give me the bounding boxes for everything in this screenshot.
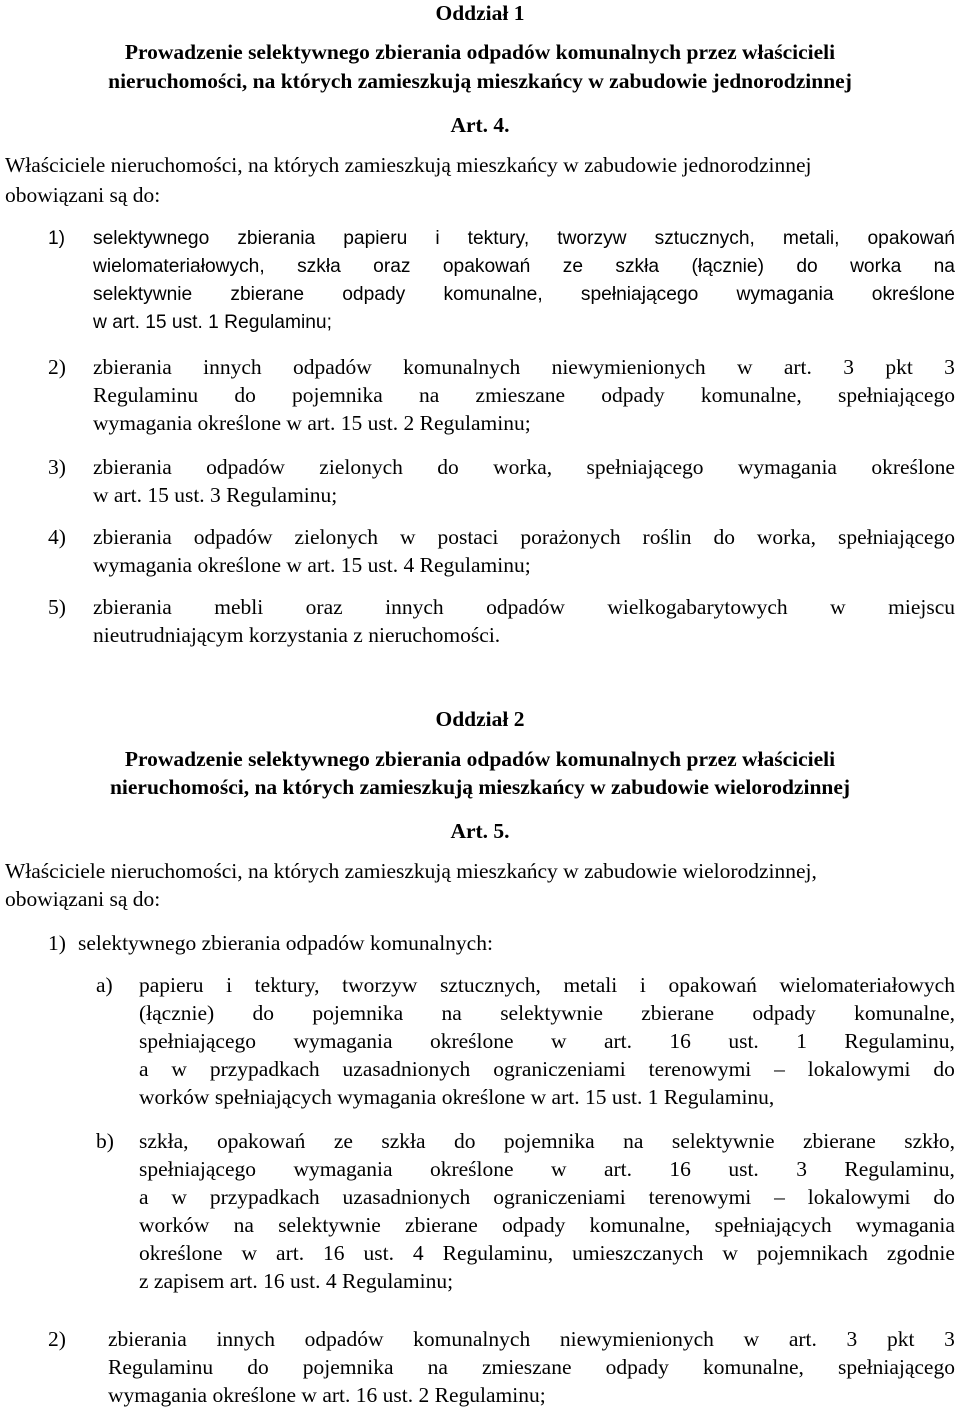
sub-item-line: spełniającego wymagania określone w art. 16 ust. 3 Regulaminu,	[139, 1157, 955, 1181]
section-title-line: Prowadzenie selektywnego zbierania odpadów komunalnych przez właścicieli	[124, 747, 836, 771]
list-item-line: wymagania określone w art. 15 ust. 4 Regulaminu;	[93, 553, 531, 577]
section-title-line: nieruchomości, na których zamieszkują mieszkańcy w zabudowie wielorodzinnej	[109, 775, 851, 799]
sub-item-line: szkła, opakowań ze szkła do pojemnika na selektywnie zbierane szkło,	[139, 1129, 955, 1153]
list-item-line: wymagania określone w art. 16 ust. 2 Regulaminu;	[108, 1383, 546, 1407]
sub-item-line: worków spełniających wymagania określone w art. 15 ust. 1 Regulaminu,	[139, 1085, 775, 1109]
article-number: Art. 4.	[450, 113, 510, 137]
sub-item-line: spełniającego wymagania określone w art. 16 ust. 1 Regulaminu,	[139, 1029, 955, 1053]
list-item-line: wymagania określone w art. 15 ust. 2 Regulaminu;	[93, 411, 531, 435]
intro-line: Właściciele nieruchomości, na których zamieszkują mieszkańcy w zabudowie jednorodzinnej	[5, 153, 812, 177]
list-item-number: 1)	[48, 931, 66, 955]
intro-line: obowiązani są do:	[5, 887, 161, 911]
list-item-line: wielomateriałowych, szkła oraz opakowań ze szkła (łącznie) do worka na	[93, 256, 955, 277]
list-item-line: w art. 15 ust. 3 Regulaminu;	[93, 483, 338, 507]
list-item-line: zbierania odpadów zielonych do worka, spełniającego wymagania określone	[93, 455, 955, 479]
sub-item-line: z zapisem art. 16 ust. 4 Regulaminu;	[139, 1269, 454, 1293]
section-heading: Oddział 1	[435, 1, 525, 25]
sub-item-line: worków na selektywnie zbierane odpady komunalne, spełniających wymagania	[139, 1213, 955, 1237]
sub-item-line: (łącznie) do pojemnika na selektywnie zbierane odpady komunalne,	[139, 1001, 955, 1025]
list-item-number: 3)	[48, 455, 66, 479]
sub-item-letter: b)	[96, 1129, 114, 1153]
sub-item-line: a w przypadkach uzasadnionych ograniczeniami terenowymi – lokalowymi do	[139, 1185, 955, 1209]
section-heading: Oddział 2	[435, 707, 525, 731]
sub-item-line: papieru i tektury, tworzyw sztucznych, metali i opakowań wielomateriałowych	[139, 973, 955, 997]
list-item-line: zbierania mebli oraz innych odpadów wielkogabarytowych w miejscu	[93, 595, 955, 619]
list-item-line: Regulaminu do pojemnika na zmieszane odpady komunalne, spełniającego	[93, 383, 955, 407]
list-item-line: nieutrudniającym korzystania z nieruchomości.	[93, 623, 501, 647]
sub-item-line: określone w art. 16 ust. 4 Regulaminu, umieszczanych w pojemnikach zgodnie	[139, 1241, 955, 1265]
list-item-number: 2)	[48, 1327, 66, 1351]
list-item-number: 2)	[48, 355, 66, 379]
sub-item-line: a w przypadkach uzasadnionych ograniczeniami terenowymi – lokalowymi do	[139, 1057, 955, 1081]
section-title-line: Prowadzenie selektywnego zbierania odpadów komunalnych przez właścicieli	[124, 40, 836, 64]
list-item-number: 5)	[48, 595, 66, 619]
intro-line: Właściciele nieruchomości, na których zamieszkują mieszkańcy w zabudowie wielorodzinnej,	[5, 859, 817, 883]
list-item-line: Regulaminu do pojemnika na zmieszane odpady komunalne, spełniającego	[108, 1355, 955, 1379]
list-item-number: 1)	[48, 228, 66, 249]
list-item-line: selektywnego zbierania papieru i tektury, tworzyw sztucznych, metali, opakowań	[93, 228, 955, 249]
list-item-line: zbierania odpadów zielonych w postaci porażonych roślin do worka, spełniającego	[93, 525, 955, 549]
list-item-number: 4)	[48, 525, 66, 549]
section-title-line: nieruchomości, na których zamieszkują mieszkańcy w zabudowie jednorodzinnej	[108, 69, 852, 93]
article-number: Art. 5.	[450, 819, 510, 843]
list-item-line: zbierania innych odpadów komunalnych niewymienionych w art. 3 pkt 3	[108, 1327, 955, 1351]
list-item-line: selektywnego zbierania odpadów komunalnych:	[78, 931, 493, 955]
intro-line: obowiązani są do:	[5, 183, 161, 207]
list-item-line: selektywnie zbierane odpady komunalne, spełniającego wymagania określone	[93, 284, 955, 305]
list-item-line: w art. 15 ust. 1 Regulaminu;	[93, 312, 332, 333]
list-item-line: zbierania innych odpadów komunalnych niewymienionych w art. 3 pkt 3	[93, 355, 955, 379]
sub-item-letter: a)	[96, 973, 113, 997]
